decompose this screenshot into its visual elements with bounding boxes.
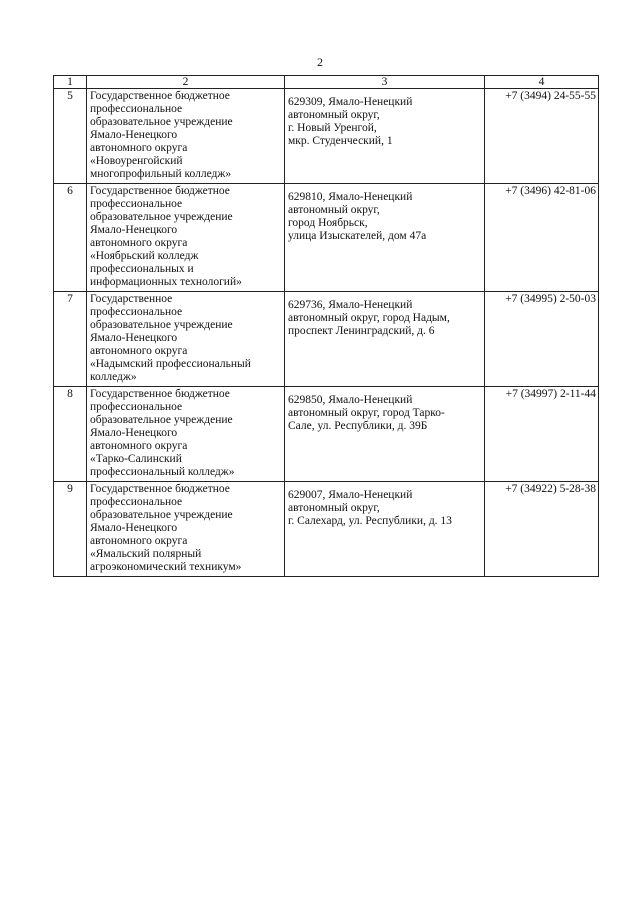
address-line: г. Новый Уренгой, <box>288 122 377 134</box>
address-text <box>288 185 481 243</box>
address-line: 629007, Ямало-Ненецкий <box>288 489 413 501</box>
phone-cell: +7 (3496) 42-81-06 <box>485 184 599 292</box>
institution-name-line: образовательное учреждение <box>90 509 233 521</box>
row-number-cell: 6 <box>54 184 87 292</box>
address-line: г. Салехард, ул. Республики, д. 13 <box>288 515 452 527</box>
institution-name-cell <box>87 89 285 184</box>
address-line: автономный округ, город Надым, <box>288 312 450 324</box>
institution-name-line: Государственное бюджетное <box>90 185 230 197</box>
table-header-row <box>54 76 599 89</box>
table-row <box>54 387 599 482</box>
address-cell <box>285 292 485 387</box>
address-cell <box>285 387 485 482</box>
address-text <box>288 483 481 528</box>
institution-name-line: «Надымский профессиональный <box>90 358 251 370</box>
address-line: автономный округ, <box>288 109 380 121</box>
institution-name-line: профессиональный колледж» <box>90 466 235 478</box>
table-body <box>54 89 599 577</box>
address-line: 629309, Ямало-Ненецкий <box>288 96 413 108</box>
institution-name-line: профессиональных и <box>90 263 194 275</box>
address-text <box>288 388 481 433</box>
page-number: 2 <box>317 55 323 69</box>
table-row <box>54 482 599 577</box>
institution-name-line: профессиональное <box>90 401 183 413</box>
institutions-table <box>53 75 599 577</box>
address-line: автономный округ, <box>288 502 380 514</box>
institution-name-line: автономного округа <box>90 142 188 154</box>
institution-name-line: Государственное бюджетное <box>90 90 230 102</box>
institution-name-line: профессиональное <box>90 198 183 210</box>
column-header-3: 3 <box>285 76 485 89</box>
institution-name-line: автономного округа <box>90 535 188 547</box>
column-header-1: 1 <box>54 76 87 89</box>
institution-name-line: информационных технологий» <box>90 276 242 288</box>
table-row <box>54 184 599 292</box>
institution-name-line: Государственное <box>90 293 173 305</box>
row-number-cell: 8 <box>54 387 87 482</box>
address-line: автономный округ, <box>288 204 380 216</box>
institution-name-line: Ямало-Ненецкого <box>90 332 178 344</box>
institution-name-line: образовательное учреждение <box>90 211 233 223</box>
phone-cell: +7 (34922) 5-28-38 <box>485 482 599 577</box>
institution-name-line: образовательное учреждение <box>90 414 233 426</box>
institution-name-line: колледж» <box>90 371 137 383</box>
address-line: улица Изыскателей, дом 47а <box>288 230 427 242</box>
institution-name-line: Ямало-Ненецкого <box>90 224 178 236</box>
institution-name-line: автономного округа <box>90 345 188 357</box>
row-number-cell: 9 <box>54 482 87 577</box>
phone-cell: +7 (34997) 2-11-44 <box>485 387 599 482</box>
address-line: автономный округ, город Тарко- <box>288 407 445 419</box>
institution-name-line: Ямало-Ненецкого <box>90 427 178 439</box>
institution-name-line: Ямало-Ненецкого <box>90 522 178 534</box>
address-line: мкр. Студенческий, 1 <box>288 135 393 147</box>
institution-name-line: профессиональное <box>90 103 183 115</box>
row-number-cell: 5 <box>54 89 87 184</box>
address-cell <box>285 89 485 184</box>
phone-cell: +7 (34995) 2-50-03 <box>485 292 599 387</box>
institution-name-line: многопрофильный колледж» <box>90 168 232 180</box>
institution-name-line: образовательное учреждение <box>90 319 233 331</box>
address-text <box>288 90 481 148</box>
column-header-2: 2 <box>87 76 285 89</box>
column-header-4: 4 <box>485 76 599 89</box>
institution-name-line: «Новоуренгойский <box>90 155 183 167</box>
table-row <box>54 292 599 387</box>
institution-name-line: Государственное бюджетное <box>90 388 230 400</box>
institution-name-line: образовательное учреждение <box>90 116 233 128</box>
institution-name-line: профессиональное <box>90 496 183 508</box>
address-line: Сале, ул. Республики, д. 39Б <box>288 420 428 432</box>
address-line: 629850, Ямало-Ненецкий <box>288 394 413 406</box>
institution-name-line: Ямало-Ненецкого <box>90 129 178 141</box>
institution-name-line: агроэкономический техникум» <box>90 561 242 573</box>
institution-name-line: автономного округа <box>90 440 188 452</box>
address-line: проспект Ленинградский, д. 6 <box>288 325 435 337</box>
institution-name-line: профессиональное <box>90 306 183 318</box>
institution-name-line: автономного округа <box>90 237 188 249</box>
institution-name-cell <box>87 482 285 577</box>
institution-name-cell <box>87 292 285 387</box>
address-text <box>288 293 481 338</box>
institution-name-cell <box>87 184 285 292</box>
institution-name-cell <box>87 387 285 482</box>
address-cell <box>285 482 485 577</box>
institution-name-line: Государственное бюджетное <box>90 483 230 495</box>
table-row <box>54 89 599 184</box>
institution-name-line: «Тарко-Салинский <box>90 453 182 465</box>
phone-cell: +7 (3494) 24-55-55 <box>485 89 599 184</box>
institution-name-line: «Ямальский полярный <box>90 548 202 560</box>
institution-name-line: «Ноябрьский колледж <box>90 250 199 262</box>
row-number-cell: 7 <box>54 292 87 387</box>
address-line: 629810, Ямало-Ненецкий <box>288 191 413 203</box>
address-cell <box>285 184 485 292</box>
address-line: 629736, Ямало-Ненецкий <box>288 299 413 311</box>
address-line: город Ноябрьск, <box>288 217 368 229</box>
